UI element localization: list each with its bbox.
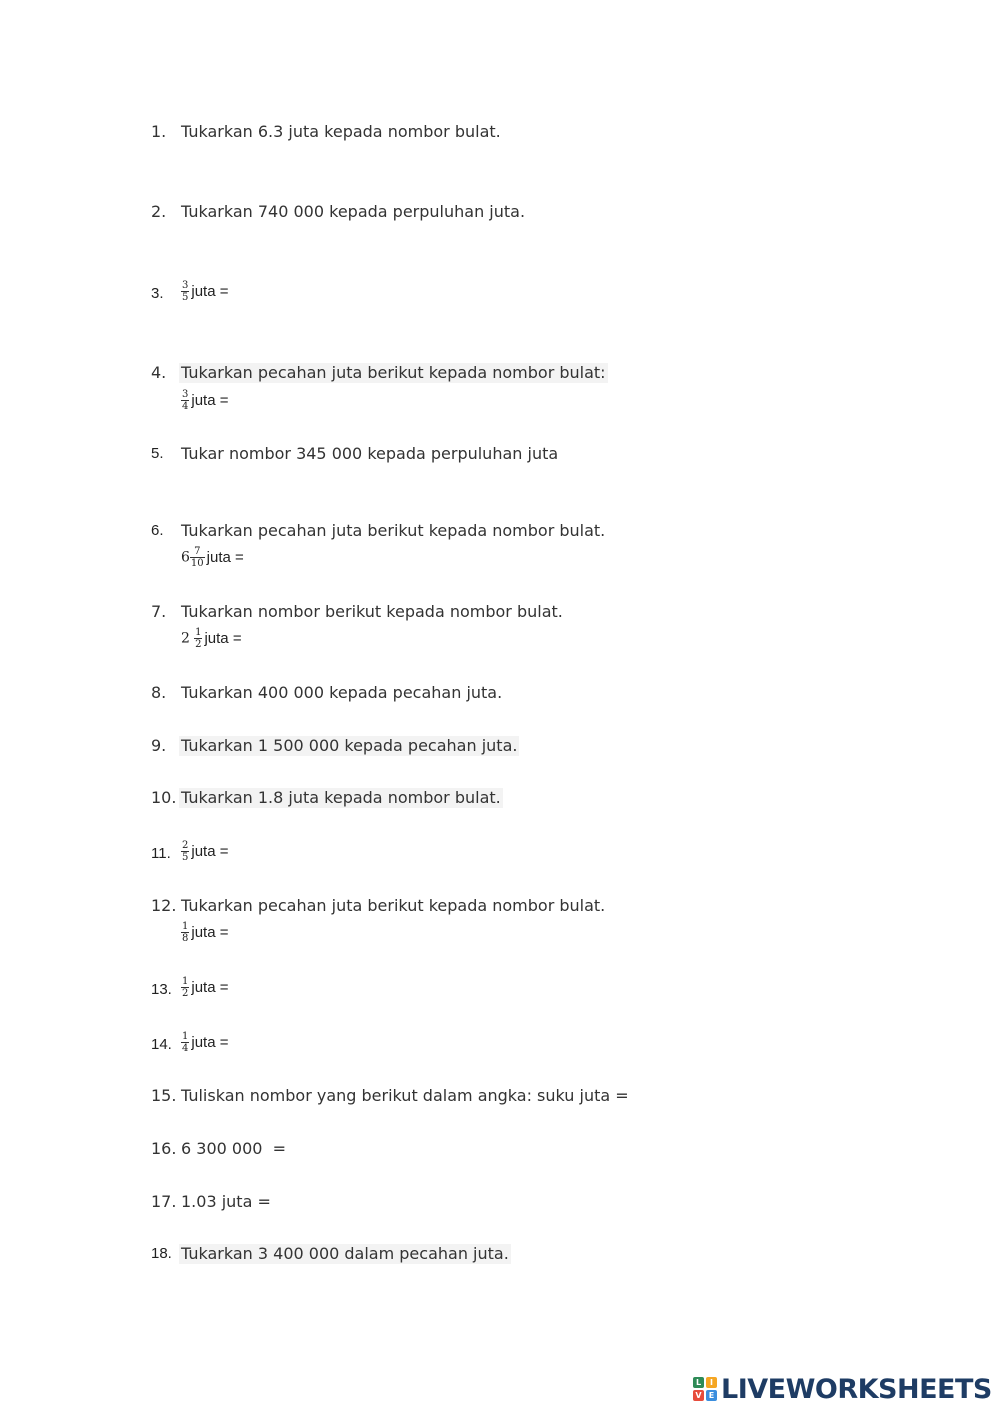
- question-text: Tukarkan pecahan juta berikut kepada nombor bulat:: [181, 363, 606, 382]
- question-number: 12.: [151, 896, 177, 915]
- logo-text: LIVEWORKSHEETS: [721, 1373, 992, 1405]
- question-text: Tukarkan 740 000 kepada perpuluhan juta.: [181, 202, 526, 221]
- question-text: Tukarkan 1.8 juta kepada nombor bulat.: [181, 788, 501, 807]
- logo-letter-i: I: [706, 1377, 717, 1388]
- question-number: 10.: [151, 788, 177, 807]
- fraction: $\frac{7}{10}$: [190, 546, 204, 569]
- question-text: Tukarkan 1 500 000 kepada pecahan juta.: [181, 736, 518, 755]
- question-number: 2.: [151, 202, 167, 221]
- question-number: 16.: [151, 1139, 177, 1158]
- question-text: Tukar nombor 345 000 kepada perpuluhan juta: [181, 444, 559, 463]
- question-number: 4.: [151, 363, 167, 382]
- question-number: 15.: [151, 1086, 177, 1105]
- fraction: $\frac{3}{5}$: [182, 280, 189, 303]
- question-number: 11.: [151, 845, 171, 862]
- question-number: 8.: [151, 683, 167, 702]
- question-number: 14.: [151, 1036, 172, 1053]
- fraction: $\frac{1}{8}$: [182, 921, 189, 944]
- fraction: $\frac{1}{2}$: [195, 627, 202, 650]
- question-number: 7.: [151, 602, 167, 621]
- fraction: $\frac{2}{5}$: [182, 840, 189, 863]
- fraction-expression-3: $\frac{3}{5}$ juta =: [182, 280, 229, 303]
- question-text: Tuliskan nombor yang berikut dalam angka: suku juta =: [181, 1086, 629, 1105]
- fraction-expression-13: $\frac{1}{2}$ juta =: [182, 976, 229, 999]
- liveworksheets-logo-icon: [693, 1377, 717, 1401]
- fraction: $\frac{1}{2}$: [182, 976, 189, 999]
- question-number: 6.: [151, 522, 164, 539]
- fraction-expression-4: $\frac{3}{4}$ juta =: [182, 389, 229, 412]
- fraction: $\frac{1}{4}$: [182, 1031, 189, 1054]
- question-text: Tukarkan pecahan juta berikut kepada nombor bulat.: [181, 896, 606, 915]
- question-number: 5.: [151, 445, 164, 462]
- logo-letter-l: L: [693, 1377, 704, 1388]
- question-text: Tukarkan nombor berikut kepada nombor bulat.: [181, 602, 563, 621]
- logo-letter-e: E: [706, 1390, 717, 1401]
- logo-letter-v: V: [693, 1390, 704, 1401]
- fraction: $\frac{3}{4}$: [182, 389, 189, 412]
- liveworksheets-logo: [693, 1374, 992, 1404]
- question-number: 17.: [151, 1192, 177, 1211]
- question-text: Tukarkan 400 000 kepada pecahan juta.: [181, 683, 503, 702]
- question-text: Tukarkan 6.3 juta kepada nombor bulat.: [181, 122, 501, 141]
- fraction-expression-14: $\frac{1}{4}$ juta =: [182, 1031, 229, 1054]
- fraction-expression-7: 2 $\frac{1}{2}$ juta =: [181, 627, 242, 650]
- question-number: 13.: [151, 981, 172, 998]
- question-text: 6 300 000 =: [181, 1139, 287, 1158]
- question-text: 1.03 juta =: [181, 1192, 271, 1211]
- fraction-expression-11: $\frac{2}{5}$ juta =: [182, 840, 229, 863]
- question-number: 1.: [151, 122, 167, 141]
- question-text: Tukarkan pecahan juta berikut kepada nombor bulat.: [181, 521, 606, 540]
- question-number: 9.: [151, 736, 167, 755]
- question-number: 18.: [151, 1245, 172, 1262]
- fraction-expression-12: $\frac{1}{8}$ juta =: [182, 921, 229, 944]
- fraction-expression-6: 6 $\frac{7}{10}$ juta =: [181, 546, 244, 569]
- question-number: 3.: [151, 285, 164, 302]
- question-text: Tukarkan 3 400 000 dalam pecahan juta.: [181, 1244, 509, 1263]
